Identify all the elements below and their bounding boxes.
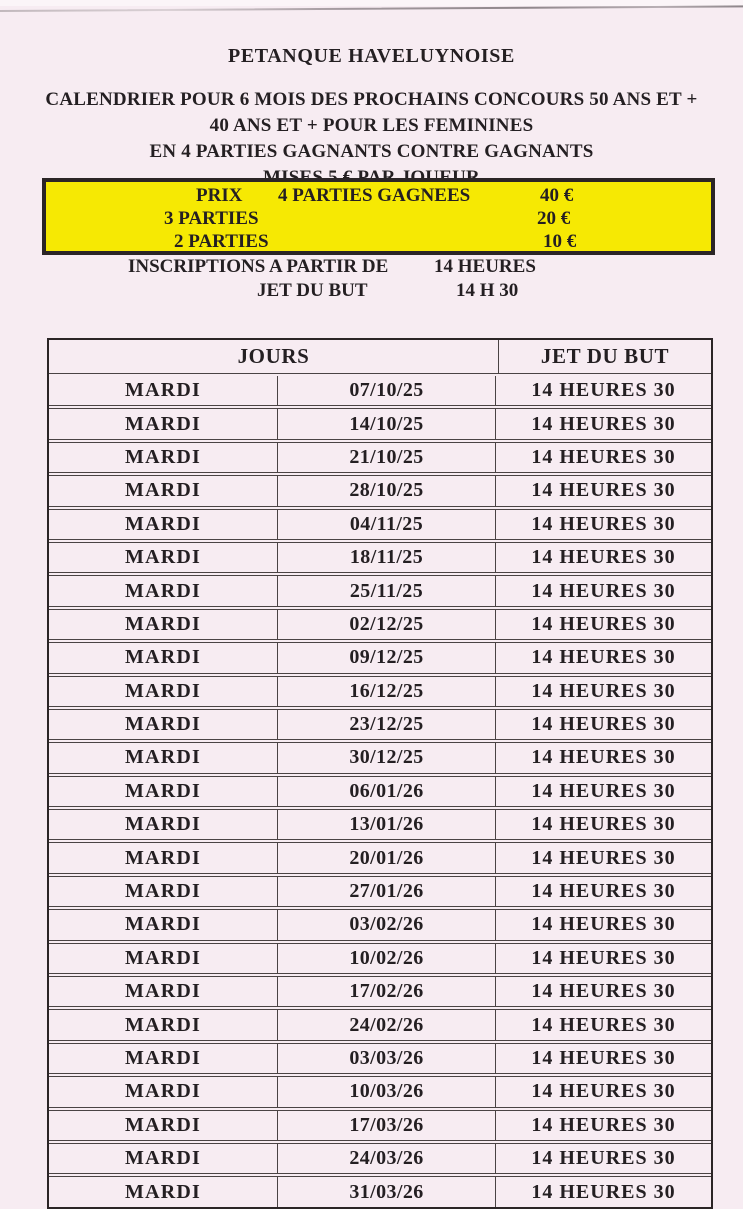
day-cell: MARDI [125,713,201,736]
table-row [49,442,711,473]
prize-row-2-amount: 20 € [537,208,571,229]
table-row [49,742,711,773]
table-row [49,509,711,540]
day-cell: MARDI [125,679,201,702]
date-cell: 02/12/25 [277,610,495,639]
time-cell: 14 HEURES 30 [495,510,711,539]
prize-row-1-amount: 40 € [540,185,574,206]
time-cell: 14 HEURES 30 [495,810,711,839]
day-cell: MARDI [125,579,201,602]
table-row [49,475,711,506]
day-cell: MARDI [125,445,201,468]
table-row [49,976,711,1007]
day-cell: MARDI [125,379,201,402]
table-row [49,575,711,606]
time-cell: 14 HEURES 30 [495,409,711,438]
table-row [49,376,711,406]
date-cell: 07/10/25 [277,376,495,405]
time-cell: 14 HEURES 30 [495,543,711,572]
time-cell: 14 HEURES 30 [495,1044,711,1073]
day-cell: MARDI [125,1180,201,1203]
table-row [49,408,711,439]
date-cell: 20/01/26 [277,843,495,872]
time-cell: 14 HEURES 30 [495,1177,711,1206]
intro-line-1: CALENDRIER POUR 6 MOIS DES PROCHAINS CONCOURS 50 ANS ET + [45,89,698,110]
day-cell: MARDI [125,646,201,669]
jet-du-but-time: 14 H 30 [456,280,519,301]
date-cell: 30/12/25 [277,743,495,772]
time-cell: 14 HEURES 30 [495,777,711,806]
prize-row-1-label: 4 PARTIES GAGNEES [278,185,471,206]
date-cell: 28/10/25 [277,476,495,505]
day-cell: MARDI [125,1113,201,1136]
date-cell: 24/03/26 [277,1144,495,1173]
day-cell: MARDI [125,612,201,635]
table-header-row [49,340,711,374]
time-cell: 14 HEURES 30 [495,610,711,639]
time-cell: 14 HEURES 30 [495,576,711,605]
date-cell: 10/03/26 [277,1077,495,1106]
date-cell: 24/02/26 [277,1010,495,1039]
scan-artifact-line [0,5,743,12]
header-cell-jours: JOURS [237,344,310,368]
prize-row-2-label: 3 PARTIES [164,208,259,229]
table-row [49,876,711,907]
date-cell: 27/01/26 [277,877,495,906]
time-cell: 14 HEURES 30 [495,910,711,939]
time-cell: 14 HEURES 30 [495,443,711,472]
day-cell: MARDI [125,1147,201,1170]
date-cell: 31/03/26 [277,1177,495,1206]
day-cell: MARDI [125,479,201,502]
day-cell: MARDI [125,1013,201,1036]
date-cell: 16/12/25 [277,677,495,706]
day-cell: MARDI [125,746,201,769]
schedule-table [47,338,713,1209]
day-cell: MARDI [125,913,201,936]
table-row [49,943,711,974]
time-cell: 14 HEURES 30 [495,643,711,672]
time-cell: 14 HEURES 30 [495,877,711,906]
day-cell: MARDI [125,546,201,569]
prize-prix-label: PRIX [196,185,243,206]
date-cell: 10/02/26 [277,944,495,973]
page-title: PETANQUE HAVELUYNOISE [228,45,515,67]
time-cell: 14 HEURES 30 [495,1010,711,1039]
table-row [49,542,711,573]
date-cell: 23/12/25 [277,710,495,739]
time-cell: 14 HEURES 30 [495,1144,711,1173]
date-cell: 18/11/25 [277,543,495,572]
inscriptions-time: 14 HEURES [434,256,536,277]
table-row [49,642,711,673]
time-cell: 14 HEURES 30 [495,843,711,872]
date-cell: 14/10/25 [277,409,495,438]
date-cell: 13/01/26 [277,810,495,839]
table-row [49,1110,711,1141]
day-cell: MARDI [125,779,201,802]
table-row [49,1076,711,1107]
table-row [49,1143,711,1174]
date-cell: 21/10/25 [277,443,495,472]
time-cell: 14 HEURES 30 [495,1077,711,1106]
prize-box [42,178,715,255]
table-row [49,909,711,940]
date-cell: 25/11/25 [277,576,495,605]
date-cell: 04/11/25 [277,510,495,539]
date-cell: 17/03/26 [277,1111,495,1140]
header-cell-jet-du-but: JET DU BUT [498,340,711,373]
scan-top-edge [0,0,743,6]
time-cell: 14 HEURES 30 [495,1111,711,1140]
table-row [49,609,711,640]
jet-du-but-label: JET DU BUT [257,280,368,301]
day-cell: MARDI [125,946,201,969]
intro-line-2: 40 ANS ET + POUR LES FEMININES [209,115,534,136]
day-cell: MARDI [125,412,201,435]
day-cell: MARDI [125,980,201,1003]
time-cell: 14 HEURES 30 [495,944,711,973]
table-row [49,676,711,707]
time-cell: 14 HEURES 30 [495,476,711,505]
table-row [49,1176,711,1206]
time-cell: 14 HEURES 30 [495,977,711,1006]
prize-row-3-amount: 10 € [543,231,577,252]
intro-line-3: EN 4 PARTIES GAGNANTS CONTRE GAGNANTS [149,141,594,162]
time-cell: 14 HEURES 30 [495,376,711,405]
date-cell: 03/03/26 [277,1044,495,1073]
date-cell: 06/01/26 [277,777,495,806]
day-cell: MARDI [125,1047,201,1069]
time-cell: 14 HEURES 30 [495,743,711,772]
table-row [49,809,711,840]
prize-row-1 [46,185,711,208]
table-row [49,842,711,873]
table-row [49,1043,711,1074]
inscriptions-label: INSCRIPTIONS A PARTIR DE [128,256,389,277]
table-row [49,709,711,740]
prize-row-3-label: 2 PARTIES [174,231,269,252]
registration-line-inscriptions [0,256,743,280]
date-cell: 03/02/26 [277,910,495,939]
registration-info [0,256,743,304]
table-row [49,1009,711,1040]
time-cell: 14 HEURES 30 [495,677,711,706]
registration-line-jet-du-but [0,280,743,304]
table-row [49,776,711,807]
prize-row-3 [46,231,711,254]
date-cell: 17/02/26 [277,977,495,1006]
day-cell: MARDI [125,1080,201,1103]
intro-paragraph [0,87,743,191]
day-cell: MARDI [125,512,201,535]
date-cell: 09/12/25 [277,643,495,672]
day-cell: MARDI [125,846,201,869]
prize-row-2 [46,208,711,231]
time-cell: 14 HEURES 30 [495,710,711,739]
day-cell: MARDI [125,813,201,836]
day-cell: MARDI [125,880,201,903]
